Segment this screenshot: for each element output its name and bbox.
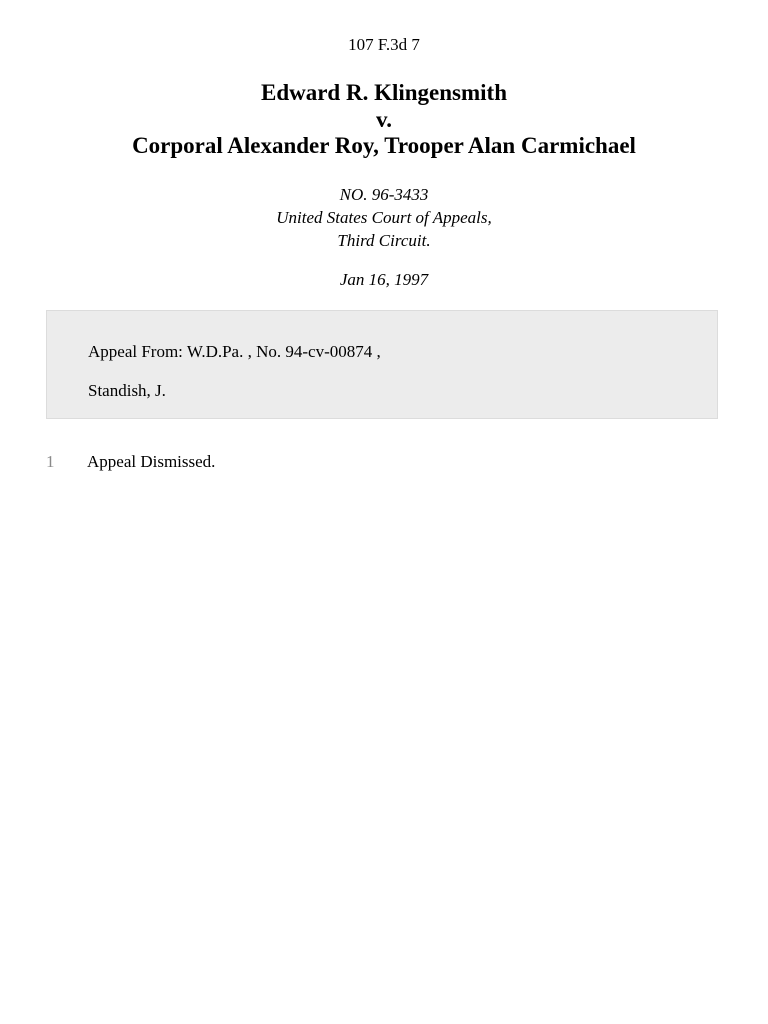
paragraph-number: 1 (46, 452, 55, 471)
case-citation: 107 F.3d 7 (348, 35, 420, 54)
appeal-from-text: Appeal From: W.D.Pa. , No. 94-cv-00874 , (88, 342, 381, 361)
case-title (0, 80, 768, 160)
paragraph-text: Appeal Dismissed. (87, 452, 216, 471)
appeal-info-box (46, 310, 718, 419)
decision-date: Jan 16, 1997 (339, 270, 429, 289)
judge-name: Standish, J. (88, 381, 166, 400)
versus-label: v. (376, 106, 392, 132)
court-name: United States Court of Appeals, (276, 208, 492, 227)
circuit-name: Third Circuit. (337, 231, 431, 250)
court-info (0, 183, 768, 252)
plaintiff-name: Edward R. Klingensmith (260, 80, 507, 105)
defendant-names: Corporal Alexander Roy, Trooper Alan Carmichael (132, 133, 636, 158)
docket-number: NO. 96-3433 (339, 185, 429, 204)
